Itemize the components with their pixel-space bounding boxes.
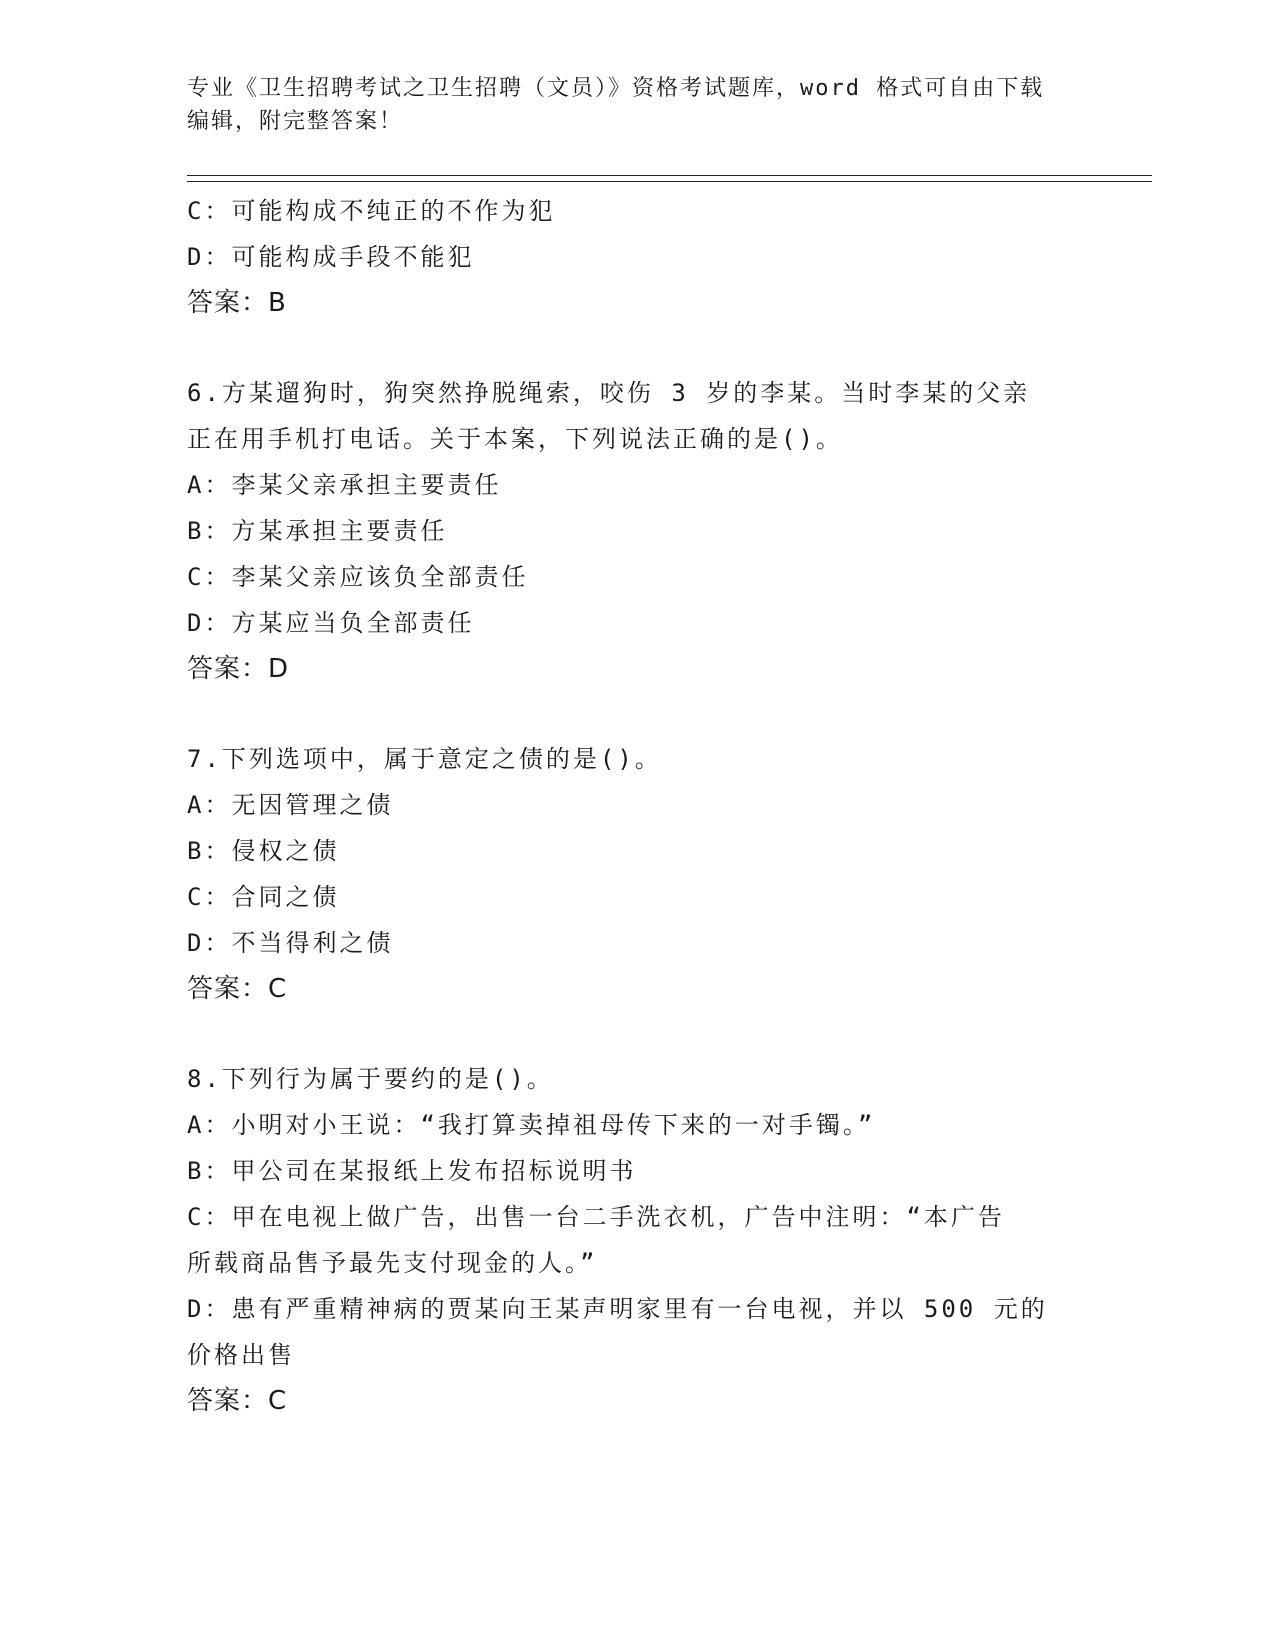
- option-c: C：李某父亲应该负全部责任: [187, 563, 529, 591]
- option-d: D：患有严重精神病的贾某向王某声明家里有一台电视，并以 500 元的: [187, 1295, 1048, 1323]
- header-line-1: 专业《卫生招聘考试之卫生招聘（文员）》资格考试题库，word 格式可自由下载: [187, 76, 1045, 101]
- option-a: A：小明对小王说：“我打算卖掉祖母传下来的一对手镯。”: [187, 1111, 876, 1139]
- option-a: A：李某父亲承担主要责任: [187, 471, 502, 499]
- option-c-continued: 所载商品售予最先支付现金的人。”: [187, 1249, 598, 1277]
- option-d: D：方某应当负全部责任: [187, 609, 475, 637]
- question-8: [187, 1056, 1087, 1424]
- option-b: B：侵权之债: [187, 837, 340, 865]
- question-stem-continued: 正在用手机打电话。关于本案，下列说法正确的是()。: [187, 425, 843, 453]
- header-divider-bottom: [187, 181, 1152, 182]
- question-7: [187, 736, 1087, 1012]
- question-stem: 8.下列行为属于要约的是()。: [187, 1065, 554, 1093]
- option-d-continued: 价格出售: [187, 1341, 295, 1369]
- answer-line: 答案：C: [187, 974, 288, 1004]
- answer-line: 答案：C: [187, 1386, 288, 1416]
- document-header: [187, 72, 1067, 138]
- header-divider-top: [187, 175, 1152, 176]
- question-6: [187, 370, 1087, 692]
- answer-line: 答案：B: [187, 288, 287, 318]
- answer-line: 答案：D: [187, 654, 290, 684]
- option-c: C：甲在电视上做广告，出售一台二手洗衣机，广告中注明：“本广告: [187, 1203, 1005, 1231]
- option-b: B：方某承担主要责任: [187, 517, 448, 545]
- option-d: D：不当得利之债: [187, 929, 394, 957]
- question-5-tail: [187, 188, 1087, 326]
- option-d: D：可能构成手段不能犯: [187, 243, 475, 271]
- option-a: A：无因管理之债: [187, 791, 394, 819]
- option-b: B：甲公司在某报纸上发布招标说明书: [187, 1157, 637, 1185]
- header-line-2: 编辑，附完整答案！: [187, 109, 404, 134]
- document-body: [187, 188, 1087, 1424]
- option-c: C：合同之债: [187, 883, 340, 911]
- question-stem: 7.下列选项中，属于意定之债的是()。: [187, 745, 662, 773]
- question-stem: 6.方某遛狗时，狗突然挣脱绳索，咬伤 3 岁的李某。当时李某的父亲: [187, 379, 1031, 407]
- option-c: C：可能构成不纯正的不作为犯: [187, 197, 556, 225]
